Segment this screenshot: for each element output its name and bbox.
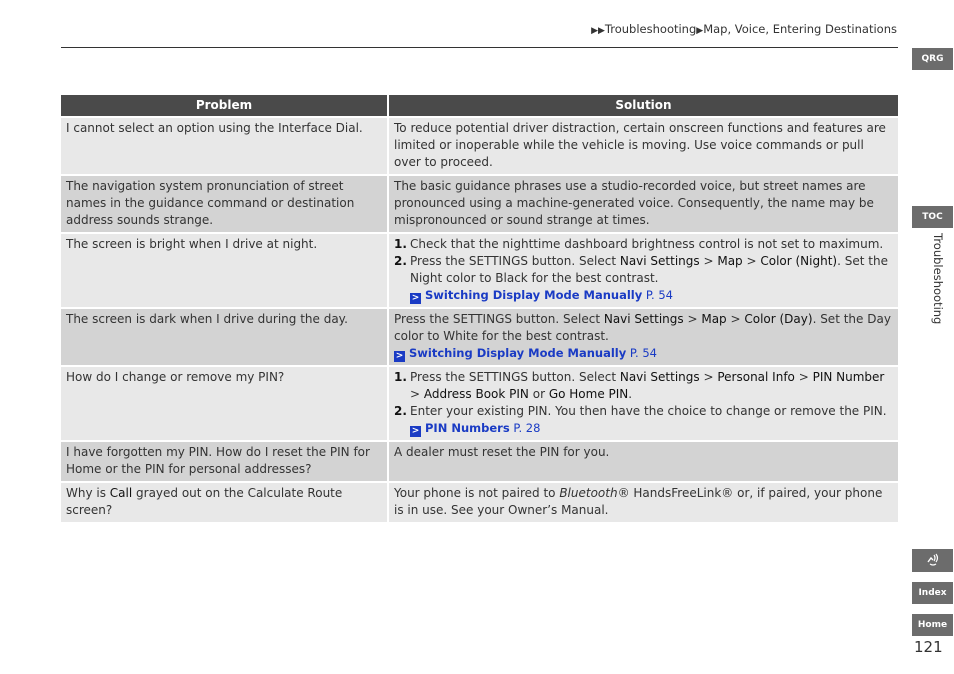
menu-separator: >	[742, 254, 761, 268]
breadcrumb-arrow-icon: ▶	[696, 26, 704, 36]
link-arrow-icon: >	[395, 351, 404, 361]
problem-text: grayed out on the Calculate Route screen?	[66, 486, 343, 517]
menu-path-item: Color (Night)	[760, 254, 838, 268]
solution-step	[394, 369, 893, 403]
solution-cell: The basic guidance phrases use a studio-recorded voice, but street names are pronounced using a machine-generated voice. Consequently, the name may be mispronounced or sound strange at times.	[388, 175, 898, 233]
cross-reference-link[interactable]: > PIN Numbers P. 28	[411, 421, 541, 436]
link-arrow-icon: >	[411, 426, 420, 436]
step-number: 2.	[394, 254, 407, 268]
step-number: 2.	[394, 404, 407, 418]
menu-separator: >	[699, 370, 718, 384]
solution-cell	[388, 366, 898, 441]
problem-text: Why is	[66, 486, 110, 500]
menu-path-item: Map	[717, 254, 743, 268]
menu-path-item: Call	[109, 486, 133, 500]
breadcrumb-item-troubleshooting[interactable]: Troubleshooting	[604, 22, 697, 36]
solution-text: Your phone is not paired to	[394, 486, 560, 500]
problem-cell: I have forgotten my PIN. How do I reset the PIN for Home or the PIN for personal addresses?	[61, 441, 388, 482]
menu-path-item: Go Home PIN	[548, 387, 629, 401]
table-row	[61, 117, 898, 175]
table-row	[61, 482, 898, 522]
toc-tab[interactable]: TOC	[912, 206, 953, 228]
solution-text-italic: Bluetooth	[559, 486, 618, 500]
problem-cell	[61, 482, 388, 522]
menu-separator: >	[726, 312, 745, 326]
menu-path-item: Navi Settings	[619, 370, 700, 384]
page-number: 121	[914, 638, 943, 656]
voice-command-button[interactable]	[912, 549, 953, 572]
menu-separator: >	[794, 370, 813, 384]
menu-path-item: Navi Settings	[619, 254, 700, 268]
index-tab[interactable]: Index	[912, 582, 953, 604]
problem-cell: The navigation system pronunciation of street names in the guidance command or destination address sounds strange.	[61, 175, 388, 233]
section-label: Troubleshooting	[931, 233, 945, 325]
solution-cell	[388, 233, 898, 308]
home-tab[interactable]: Home	[912, 614, 953, 636]
problem-cell: How do I change or remove my PIN?	[61, 366, 388, 441]
step-text: or	[528, 387, 549, 401]
step-text: Press the SETTINGS button. Select	[410, 370, 620, 384]
qrg-tab[interactable]: QRG	[912, 48, 953, 70]
solution-text: ® HandsFreeLink® or, if paired, your phone is in use. See your Owner’s Manual.	[394, 486, 883, 517]
menu-path-item: Address Book PIN	[423, 387, 529, 401]
step-number: 1.	[394, 237, 407, 251]
menu-separator: >	[683, 312, 702, 326]
solution-cell	[388, 308, 898, 366]
solution-cell: A dealer must reset the PIN for you.	[388, 441, 898, 482]
step-text: .	[628, 387, 633, 401]
solution-text: Press the SETTINGS button. Select	[394, 312, 604, 326]
table-row	[61, 308, 898, 366]
solution-step	[394, 236, 893, 253]
column-header-solution: Solution	[388, 95, 898, 117]
table-row	[61, 441, 898, 482]
solution-cell: To reduce potential driver distraction, certain onscreen functions and features are limited or inoperable while the vehicle is moving. Use voice commands or pull over to proceed.	[388, 117, 898, 175]
solution-step	[394, 403, 893, 437]
solution-text: . Set the Day color to White for the best contrast.	[394, 312, 891, 343]
step-text: . Set the Night color to Black for the best contrast.	[410, 254, 888, 285]
menu-separator: >	[699, 254, 718, 268]
cross-reference-link[interactable]: > Switching Display Mode Manually P. 54	[395, 346, 657, 361]
problem-cell: The screen is bright when I drive at night.	[61, 233, 388, 308]
menu-path-item: Color (Day)	[744, 312, 813, 326]
menu-separator: >	[410, 387, 424, 401]
menu-path-item: Personal Info	[717, 370, 795, 384]
step-text: Check that the nighttime dashboard brightness control is not set to maximum.	[410, 237, 884, 251]
menu-path-item: Map	[701, 312, 727, 326]
menu-path-item: Navi Settings	[603, 312, 684, 326]
solution-cell	[388, 482, 898, 522]
link-arrow-icon: >	[411, 293, 420, 303]
step-number: 1.	[394, 370, 407, 384]
problem-cell: I cannot select an option using the Interface Dial.	[61, 117, 388, 175]
breadcrumb	[591, 22, 897, 36]
step-text: Enter your existing PIN. You then have the choice to change or remove the PIN.	[410, 404, 887, 418]
voice-command-icon	[925, 552, 941, 568]
troubleshooting-table	[61, 95, 898, 522]
header-divider	[61, 47, 898, 48]
table-row	[61, 366, 898, 441]
menu-path-item: PIN Number	[812, 370, 885, 384]
table-row	[61, 175, 898, 233]
cross-reference-link[interactable]: > Switching Display Mode Manually P. 54	[411, 288, 673, 303]
solution-step	[394, 253, 893, 304]
breadcrumb-arrow-icon: ▶▶	[591, 26, 605, 36]
step-text: Press the SETTINGS button. Select	[410, 254, 620, 268]
problem-cell: The screen is dark when I drive during the day.	[61, 308, 388, 366]
breadcrumb-item-current: Map, Voice, Entering Destinations	[703, 22, 897, 36]
table-row	[61, 233, 898, 308]
column-header-problem: Problem	[61, 95, 388, 117]
